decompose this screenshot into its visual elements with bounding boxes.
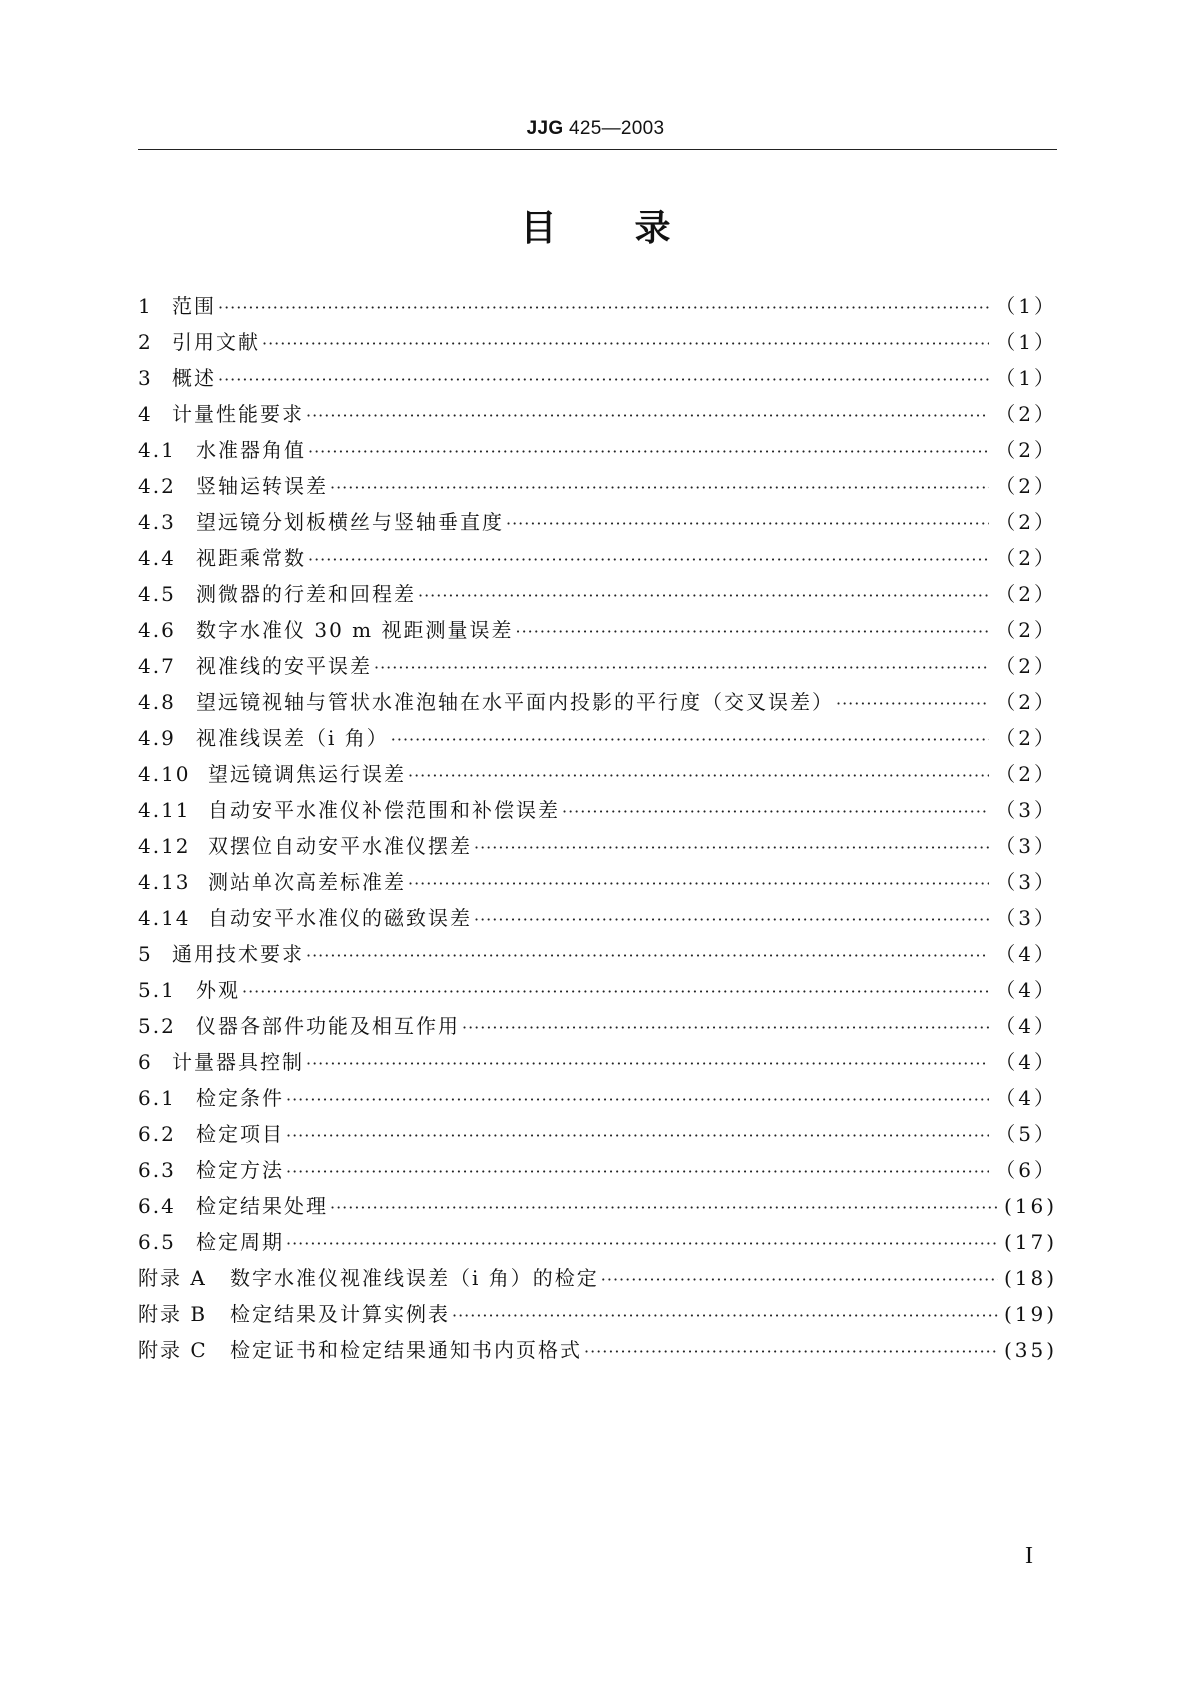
toc-leader-dots [462,1010,989,1046]
toc-entry-label: 外观 [196,978,240,1002]
toc-entry-number: 3 [138,366,153,390]
toc-entry[interactable] [138,864,1057,900]
toc-entry-label: 望远镜调焦运行误差 [208,762,406,786]
toc-entry-number: 5.2 [138,1014,176,1038]
toc-entry[interactable] [138,360,1057,396]
toc-entry-number: 5.1 [138,978,176,1002]
title-char-1: 目 [520,208,557,249]
toc-entry-page: （4） [995,1050,1057,1074]
toc-entry-number: 6.5 [138,1230,176,1254]
toc-entry-label: 检定方法 [196,1158,284,1182]
toc-leader-dots [308,434,989,470]
toc-leader-dots [418,578,989,614]
toc-leader-dots [286,1154,989,1190]
toc-entry-number: 附录 A [138,1266,207,1290]
toc-entry-page: （3） [995,906,1057,930]
toc-entry-number: 4.6 [138,618,176,642]
header-rule [138,149,1057,150]
toc-entry[interactable] [138,936,1057,972]
toc-entry-number: 4.3 [138,510,176,534]
toc-leader-dots [506,506,989,542]
toc-entry-number: 4.14 [138,906,191,930]
toc-entry-page: （5） [995,1122,1057,1146]
toc-entry[interactable] [138,792,1057,828]
toc-entry[interactable] [138,1152,1057,1188]
toc-leader-dots [306,1046,989,1082]
toc-entry-page: （2） [995,510,1057,534]
toc-entry-page: （1） [995,330,1057,354]
toc-entry-number: 6.2 [138,1122,176,1146]
toc-leader-dots [584,1334,998,1370]
toc-entry-page: （4） [995,1014,1057,1038]
toc-entry[interactable] [138,504,1057,540]
toc-entry-page: （2） [995,726,1057,750]
toc-leader-dots [516,614,990,650]
toc-entry-label: 水准器角值 [196,438,306,462]
toc-entry-label: 检定条件 [196,1086,284,1110]
toc-entry-label: 范围 [172,294,216,318]
toc-entry-number: 4 [138,402,153,426]
toc-entry[interactable] [138,828,1057,864]
toc-entry-number: 6.4 [138,1194,176,1218]
toc-leader-dots [408,866,989,902]
toc-entry-number: 附录 B [138,1302,208,1326]
toc-leader-dots [601,1262,998,1298]
toc-entry[interactable] [138,972,1057,1008]
toc-entry-page: （3） [995,834,1057,858]
toc-entry[interactable] [138,396,1057,432]
table-of-contents [138,288,1057,1368]
running-header [0,118,1191,140]
toc-leader-dots [242,974,989,1010]
toc-entry-page: （3） [995,870,1057,894]
toc-entry-label: 双摆位自动安平水准仪摆差 [208,834,472,858]
title-char-2: 录 [634,208,671,249]
toc-entry-number: 6.3 [138,1158,176,1182]
toc-entry[interactable] [138,1332,1057,1368]
toc-entry-page: (18) [1003,1266,1057,1290]
toc-entry[interactable] [138,1296,1057,1332]
toc-leader-dots [374,650,989,686]
toc-entry-page: （2） [995,546,1057,570]
toc-entry-number: 4.9 [138,726,176,750]
toc-entry-label: 概述 [172,366,216,390]
toc-leader-dots [218,362,989,398]
toc-entry-page: （4） [995,978,1057,1002]
toc-entry-number: 4.5 [138,582,176,606]
toc-entry-label: 计量器具控制 [172,1050,304,1074]
toc-entry-page: （3） [995,798,1057,822]
toc-leader-dots [286,1082,989,1118]
toc-entry-page: （2） [995,402,1057,426]
toc-entry-page: （1） [995,294,1057,318]
toc-entry-page: (17) [1003,1230,1057,1254]
toc-entry[interactable] [138,612,1057,648]
toc-leader-dots [474,830,989,866]
toc-entry-page: (19) [1003,1302,1057,1326]
toc-leader-dots [262,326,989,362]
toc-entry[interactable] [138,756,1057,792]
toc-entry-page: （2） [995,474,1057,498]
toc-entry-label: 检定项目 [196,1122,284,1146]
toc-entry[interactable] [138,1116,1057,1152]
toc-entry-number: 4.11 [138,798,191,822]
toc-leader-dots [308,542,989,578]
toc-entry-number: 5 [138,942,153,966]
toc-entry-number: 6 [138,1050,153,1074]
toc-entry-label: 自动安平水准仪的磁致误差 [208,906,472,930]
toc-entry-label: 数字水准仪视准线误差（i 角）的检定 [230,1266,599,1290]
toc-entry[interactable] [138,1044,1057,1080]
toc-leader-dots [452,1298,998,1334]
toc-leader-dots [306,938,989,974]
toc-entry-page: （4） [995,1086,1057,1110]
toc-entry[interactable] [138,1224,1057,1260]
toc-entry-label: 仪器各部件功能及相互作用 [196,1014,460,1038]
page-folio: I [1025,1543,1033,1569]
toc-entry[interactable] [138,900,1057,936]
toc-entry-label: 检定证书和检定结果通知书内页格式 [230,1338,582,1362]
standard-code: JJG [526,118,564,139]
toc-entry-label: 视准线误差（i 角） [196,726,389,750]
toc-entry-label: 望远镜视轴与管状水准泡轴在水平面内投影的平行度（交叉误差） [196,690,834,714]
toc-entry[interactable] [138,720,1057,756]
toc-entry-number: 4.10 [138,762,191,786]
toc-entry[interactable] [138,432,1057,468]
toc-entry-label: 通用技术要求 [172,942,304,966]
toc-entry-label: 计量性能要求 [172,402,304,426]
toc-leader-dots [408,758,989,794]
toc-leader-dots [286,1118,989,1154]
toc-entry[interactable] [138,1188,1057,1224]
toc-entry-number: 4.8 [138,690,176,714]
toc-entry-number: 4.2 [138,474,176,498]
toc-entry-number: 4.13 [138,870,191,894]
toc-entry-label: 测站单次高差标准差 [208,870,406,894]
toc-entry-number: 4.7 [138,654,176,678]
toc-leader-dots [474,902,989,938]
toc-entry-label: 引用文献 [172,330,260,354]
toc-leader-dots [562,794,989,830]
toc-entry[interactable] [138,576,1057,612]
toc-entry-page: （2） [995,762,1057,786]
toc-entry-page: （4） [995,942,1057,966]
toc-entry[interactable] [138,540,1057,576]
toc-entry-label: 检定结果处理 [196,1194,328,1218]
toc-entry-label: 检定周期 [196,1230,284,1254]
toc-leader-dots [391,722,990,758]
toc-leader-dots [286,1226,998,1262]
toc-entry-page: (35) [1003,1338,1057,1362]
toc-entry-page: （2） [995,582,1057,606]
toc-entry[interactable] [138,288,1057,324]
toc-entry[interactable] [138,1008,1057,1044]
toc-entry-label: 测微器的行差和回程差 [196,582,416,606]
toc-entry[interactable] [138,1080,1057,1116]
toc-entry-number: 4.12 [138,834,191,858]
toc-entry-label: 数字水准仪 30 m 视距测量误差 [196,618,514,642]
toc-entry-label: 检定结果及计算实例表 [230,1302,450,1326]
toc-entry-page: （6） [995,1158,1057,1182]
toc-entry-label: 竖轴运转误差 [196,474,328,498]
toc-leader-dots [306,398,989,434]
toc-entry[interactable] [138,648,1057,684]
toc-entry-page: （2） [995,690,1057,714]
toc-entry-number: 附录 C [138,1338,208,1362]
toc-entry-page: （2） [995,438,1057,462]
toc-entry-label: 视准线的安平误差 [196,654,372,678]
toc-entry-page: （1） [995,366,1057,390]
toc-entry-number: 2 [138,330,153,354]
toc-entry[interactable] [138,1260,1057,1296]
standard-number: 425—2003 [569,118,665,139]
toc-entry-label: 视距乘常数 [196,546,306,570]
toc-entry-number: 4.4 [138,546,176,570]
toc-entry[interactable] [138,324,1057,360]
toc-entry-page: （2） [995,618,1057,642]
toc-entry-number: 4.1 [138,438,176,462]
toc-entry[interactable] [138,684,1057,720]
toc-entry-page: (16) [1003,1194,1057,1218]
toc-leader-dots [218,290,989,326]
toc-leader-dots [330,1190,998,1226]
toc-entry-number: 1 [138,294,153,318]
toc-entry-label: 自动安平水准仪补偿范围和补偿误差 [208,798,560,822]
toc-entry-label: 望远镜分划板横丝与竖轴垂直度 [196,510,504,534]
toc-entry-page: （2） [995,654,1057,678]
toc-entry[interactable] [138,468,1057,504]
page-title [0,200,1191,251]
toc-leader-dots [330,470,989,506]
toc-leader-dots [836,686,989,722]
toc-entry-number: 6.1 [138,1086,176,1110]
